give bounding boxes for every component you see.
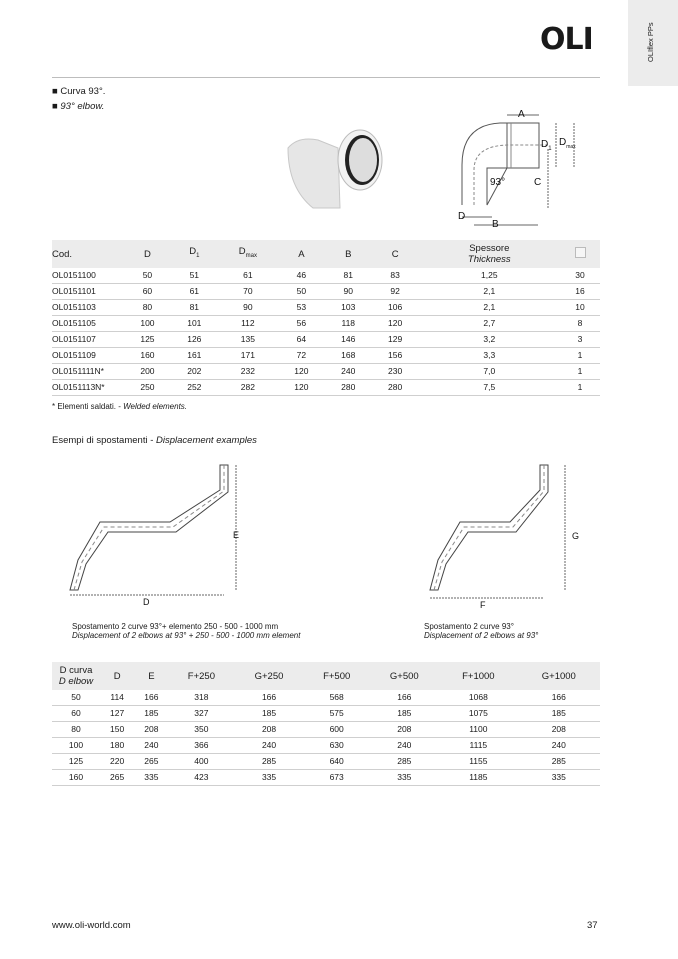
table-cell: 46	[278, 268, 325, 284]
table-cell: 7,0	[419, 364, 560, 380]
table-row	[52, 364, 600, 380]
caption-left: Spostamento 2 curve 93°+ elemento 250 - 500 - 1000 mm Displacement of 2 elbows at 93° + 250 - 500 - 1000 mm element	[72, 622, 301, 640]
table-cell: 1100	[439, 722, 518, 738]
table-cell: 51	[171, 268, 218, 284]
table-cell: 103	[325, 300, 372, 316]
table-cell: 282	[218, 380, 278, 396]
table-cell: 400	[169, 754, 235, 770]
table-cell: 1115	[439, 738, 518, 754]
table-cell: 240	[325, 364, 372, 380]
table-cell: 125	[124, 332, 171, 348]
table-cell: 160	[124, 348, 171, 364]
table-cell: 327	[169, 706, 235, 722]
table-cell: 265	[100, 770, 134, 786]
table-cell: 50	[278, 284, 325, 300]
table-cell: 50	[124, 268, 171, 284]
col-a: A	[298, 248, 305, 260]
table-cell: 61	[218, 268, 278, 284]
table-cell: 600	[304, 722, 370, 738]
table-cell: 335	[134, 770, 168, 786]
table-cell: 185	[370, 706, 440, 722]
elbow-technical-drawing	[430, 105, 600, 230]
table-cell: 90	[325, 284, 372, 300]
title-en: ■ 93° elbow.	[52, 101, 105, 112]
table-cell: 280	[325, 380, 372, 396]
brand-logo: OLI	[540, 22, 593, 57]
table-cell: OL0151111N*	[52, 364, 124, 380]
table-cell: 366	[169, 738, 235, 754]
table-cell: 53	[278, 300, 325, 316]
table-cell: 240	[234, 738, 304, 754]
table-cell: 112	[218, 316, 278, 332]
table-cell: 81	[325, 268, 372, 284]
dim-E: E	[233, 530, 240, 540]
table-cell: 285	[518, 754, 600, 770]
table-cell: 101	[171, 316, 218, 332]
col-d: D	[144, 248, 151, 260]
table-row	[52, 706, 600, 722]
table-row	[52, 690, 600, 706]
col-thickness: Spessore Thickness	[467, 243, 511, 265]
section-tab-label: OLIflex PPs	[646, 22, 655, 62]
table-cell: 70	[218, 284, 278, 300]
table-cell: OL0151107	[52, 332, 124, 348]
table-cell: 180	[100, 738, 134, 754]
table-cell: 285	[370, 754, 440, 770]
table-cell: 72	[278, 348, 325, 364]
table-cell: 240	[370, 738, 440, 754]
table-cell: 61	[171, 284, 218, 300]
col-dmax: $D_{max}$	[238, 246, 257, 259]
table-cell: 129	[372, 332, 419, 348]
table-cell: OL0151100	[52, 268, 124, 284]
elbow-photo	[278, 118, 388, 218]
table-row	[52, 284, 600, 300]
table-cell: 127	[100, 706, 134, 722]
col-f1000: F+1000	[462, 670, 495, 682]
col-pack	[560, 240, 600, 268]
table-row	[52, 380, 600, 396]
table-header	[52, 240, 600, 268]
table-cell: 161	[171, 348, 218, 364]
table-cell: 126	[171, 332, 218, 348]
section-tab	[628, 0, 678, 86]
table-cell: 285	[234, 754, 304, 770]
table-cell: 335	[234, 770, 304, 786]
table-cell: OL0151105	[52, 316, 124, 332]
table-cell: 208	[518, 722, 600, 738]
table-cell: 252	[171, 380, 218, 396]
table-cell: 185	[134, 706, 168, 722]
dim-D1: $D_1$	[541, 139, 552, 152]
table-cell: 208	[370, 722, 440, 738]
table-cell: 3,2	[419, 332, 560, 348]
col-e: E	[148, 670, 155, 682]
table-cell: 30	[560, 268, 600, 284]
table-cell: 2,1	[419, 300, 560, 316]
table-cell: 265	[134, 754, 168, 770]
footnote: * Elementi saldati. - Welded elements.	[52, 402, 188, 411]
table-cell: 135	[218, 332, 278, 348]
col-cod: Cod.	[52, 248, 73, 260]
table-cell: 1	[560, 380, 600, 396]
table-cell: 166	[134, 690, 168, 706]
table-row	[52, 770, 600, 786]
displacement-table	[52, 662, 600, 786]
table-cell: OL0151101	[52, 284, 124, 300]
table-cell: 1	[560, 364, 600, 380]
table-cell: 185	[518, 706, 600, 722]
table-cell: 50	[52, 690, 100, 706]
col-f500: F+500	[323, 670, 351, 682]
table-cell: 2,1	[419, 284, 560, 300]
table-cell: 120	[372, 316, 419, 332]
table-cell: 166	[518, 690, 600, 706]
col-d1: $D_1$	[189, 246, 200, 259]
table-cell: 60	[52, 706, 100, 722]
table-cell: 202	[171, 364, 218, 380]
table-cell: 168	[325, 348, 372, 364]
col-b: B	[345, 248, 352, 260]
table-cell: 208	[134, 722, 168, 738]
table-row	[52, 722, 600, 738]
table-cell: 568	[304, 690, 370, 706]
table-row	[52, 754, 600, 770]
table-cell: 3	[560, 332, 600, 348]
displacement-diagram-left	[60, 460, 260, 610]
table-cell: 350	[169, 722, 235, 738]
col-d-elbow: D curva D elbow	[58, 665, 94, 687]
table-cell: 1075	[439, 706, 518, 722]
table-cell: 200	[124, 364, 171, 380]
table-cell: 8	[560, 316, 600, 332]
table-row	[52, 332, 600, 348]
table-cell: 118	[325, 316, 372, 332]
package-icon	[575, 247, 586, 258]
table-cell: 232	[218, 364, 278, 380]
table-cell: 1155	[439, 754, 518, 770]
table-cell: 56	[278, 316, 325, 332]
table-cell: 630	[304, 738, 370, 754]
caption-right: Spostamento 2 curve 93° Displacement of 2 elbows at 93°	[424, 622, 539, 640]
table-cell: 250	[124, 380, 171, 396]
table-cell: 64	[278, 332, 325, 348]
table-header	[52, 662, 600, 690]
dim-angle: 93°	[490, 177, 506, 188]
table-cell: 92	[372, 284, 419, 300]
dim-G: G	[572, 531, 580, 541]
page-number: 37	[587, 920, 598, 931]
table-cell: 81	[171, 300, 218, 316]
col-d: D	[113, 670, 121, 682]
table-cell: OL0151113N*	[52, 380, 124, 396]
table-cell: 240	[518, 738, 600, 754]
table-cell: 60	[124, 284, 171, 300]
table-cell: 1068	[439, 690, 518, 706]
table-cell: 16	[560, 284, 600, 300]
table-row	[52, 316, 600, 332]
col-f250: F+250	[187, 670, 215, 682]
table-cell: 166	[370, 690, 440, 706]
table-cell: 156	[372, 348, 419, 364]
dim-A: A	[518, 109, 525, 120]
dim-D: D	[458, 211, 466, 222]
dim-D-displacement: D	[143, 597, 150, 607]
table-cell: 318	[169, 690, 235, 706]
dimensions-table	[52, 240, 600, 396]
table-cell: 1	[560, 348, 600, 364]
table-cell: 120	[278, 380, 325, 396]
dim-C: C	[534, 177, 542, 188]
table-cell: 335	[518, 770, 600, 786]
table-row	[52, 738, 600, 754]
table-cell: 114	[100, 690, 134, 706]
table-cell: 240	[134, 738, 168, 754]
table-cell: 185	[234, 706, 304, 722]
table-cell: 106	[372, 300, 419, 316]
displacement-diagram-right	[420, 460, 590, 610]
title-it: ■ Curva 93°.	[52, 86, 106, 97]
table-row	[52, 348, 600, 364]
table-cell: 80	[124, 300, 171, 316]
table-cell: 230	[372, 364, 419, 380]
table-cell: 166	[234, 690, 304, 706]
col-c: C	[391, 248, 399, 260]
table-cell: OL0151109	[52, 348, 124, 364]
table-cell: 208	[234, 722, 304, 738]
table-cell: 2,7	[419, 316, 560, 332]
table-cell: 100	[124, 316, 171, 332]
table-cell: 10	[560, 300, 600, 316]
examples-title: Esempi di spostamenti - Displacement examples	[52, 435, 257, 446]
dim-F: F	[480, 600, 486, 610]
table-cell: 83	[372, 268, 419, 284]
table-cell: 7,5	[419, 380, 560, 396]
table-cell: 3,3	[419, 348, 560, 364]
table-cell: 100	[52, 738, 100, 754]
dim-B: B	[492, 219, 499, 230]
dim-Dmax: $D_{max}$	[559, 137, 576, 150]
footer-url[interactable]: www.oli-world.com	[52, 920, 131, 931]
table-cell: 423	[169, 770, 235, 786]
table-cell: 125	[52, 754, 100, 770]
table-cell: 280	[372, 380, 419, 396]
table-cell: 80	[52, 722, 100, 738]
table-cell: OL0151103	[52, 300, 124, 316]
table-cell: 120	[278, 364, 325, 380]
table-cell: 673	[304, 770, 370, 786]
table-cell: 171	[218, 348, 278, 364]
col-g250: G+250	[254, 670, 284, 682]
table-row	[52, 300, 600, 316]
header-divider	[52, 77, 600, 78]
col-g1000: G+1000	[541, 670, 576, 682]
table-cell: 640	[304, 754, 370, 770]
table-cell: 146	[325, 332, 372, 348]
table-cell: 90	[218, 300, 278, 316]
table-cell: 150	[100, 722, 134, 738]
table-cell: 1185	[439, 770, 518, 786]
table-cell: 220	[100, 754, 134, 770]
table-cell: 160	[52, 770, 100, 786]
col-g500: G+500	[389, 670, 419, 682]
table-cell: 1,25	[419, 268, 560, 284]
table-cell: 335	[370, 770, 440, 786]
table-cell: 575	[304, 706, 370, 722]
table-row	[52, 268, 600, 284]
